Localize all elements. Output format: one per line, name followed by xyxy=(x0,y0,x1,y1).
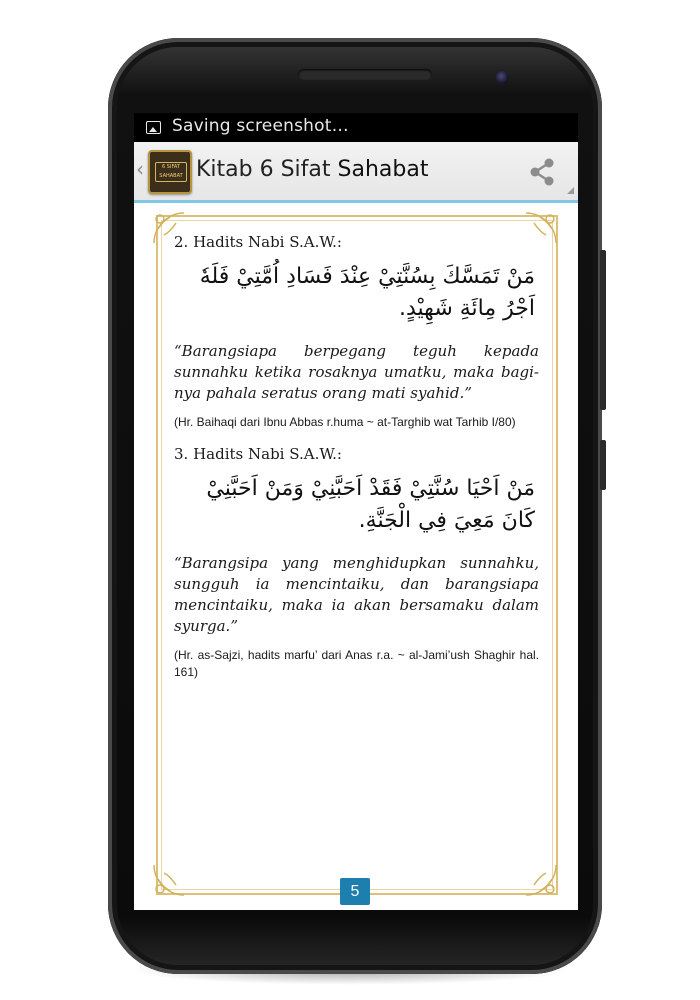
front-camera xyxy=(496,71,509,84)
app-logo[interactable] xyxy=(148,150,192,194)
action-bar xyxy=(134,142,578,203)
page-number-badge: 5 xyxy=(340,878,370,905)
back-chevron-icon[interactable]: ‹ xyxy=(136,157,144,181)
app-logo-label: 6 SIFAT SAHABAT xyxy=(155,162,187,182)
phone-screen xyxy=(134,113,578,910)
hadith-block xyxy=(174,233,539,431)
hadith-heading: 2. Hadits Nabi S.A.W.: xyxy=(174,233,342,251)
app-title-bold: Sahabat xyxy=(337,157,429,182)
volume-button xyxy=(600,440,606,490)
ornament-bottom-left-icon xyxy=(150,861,188,899)
app-title-prefix: Kitab 6 Sifat xyxy=(196,157,338,182)
hadith-arabic-text: مَنْ تَمَسَّكَ بِسُنَّتِيْ عِنْدَ فَسَادِ اُمَّتِيْ فَلَهٗ اَجْرُ مِائَةِ شَهِيْدٍ. xyxy=(199,264,535,321)
share-icon[interactable] xyxy=(527,157,557,187)
hadith-arabic-text: مَنْ اَحْيَا سُنَّتِيْ فَقَدْ اَحَبَّنِيْ وَمَنْ اَحَبَّنِيْ كَانَ مَعِيَ فِي الْجَنَّةِ. xyxy=(206,476,535,533)
hadith-heading: 3. Hadits Nabi S.A.W.: xyxy=(174,445,342,463)
overflow-indicator-icon[interactable] xyxy=(567,187,574,194)
page-content xyxy=(174,233,539,695)
power-button xyxy=(600,250,606,410)
status-notification-text: Saving screenshot… xyxy=(172,116,349,136)
hadith-block xyxy=(174,445,539,681)
book-page[interactable] xyxy=(134,203,578,910)
earpiece-speaker xyxy=(298,69,432,80)
hadith-translation: “Barangsiapa berpegang teguh kepada sunnahku ketika rosaknya umatku, maka bagi-nya pahala seratus orang mati syahid.” xyxy=(174,342,539,402)
image-icon xyxy=(146,121,161,134)
app-title xyxy=(196,157,428,182)
hadith-source: (Hr. Baihaqi dari Ibnu Abbas r.huma ~ at-Targhib wat Tarhib I/80) xyxy=(174,415,516,429)
hadith-source: (Hr. as-Sajzi, hadits marfu’ dari Anas r.a. ~ al-Jami’ush Shaghir hal. 161) xyxy=(174,648,539,679)
status-bar xyxy=(134,113,578,142)
hadith-translation: “Barangsipa yang menghidupkan sunnahku, sungguh ia mencintaiku, dan barangsiapa mencintaiku, maka ia akan bersamaku dalam syurga.” xyxy=(174,554,539,635)
ornament-bottom-right-icon xyxy=(522,861,560,899)
